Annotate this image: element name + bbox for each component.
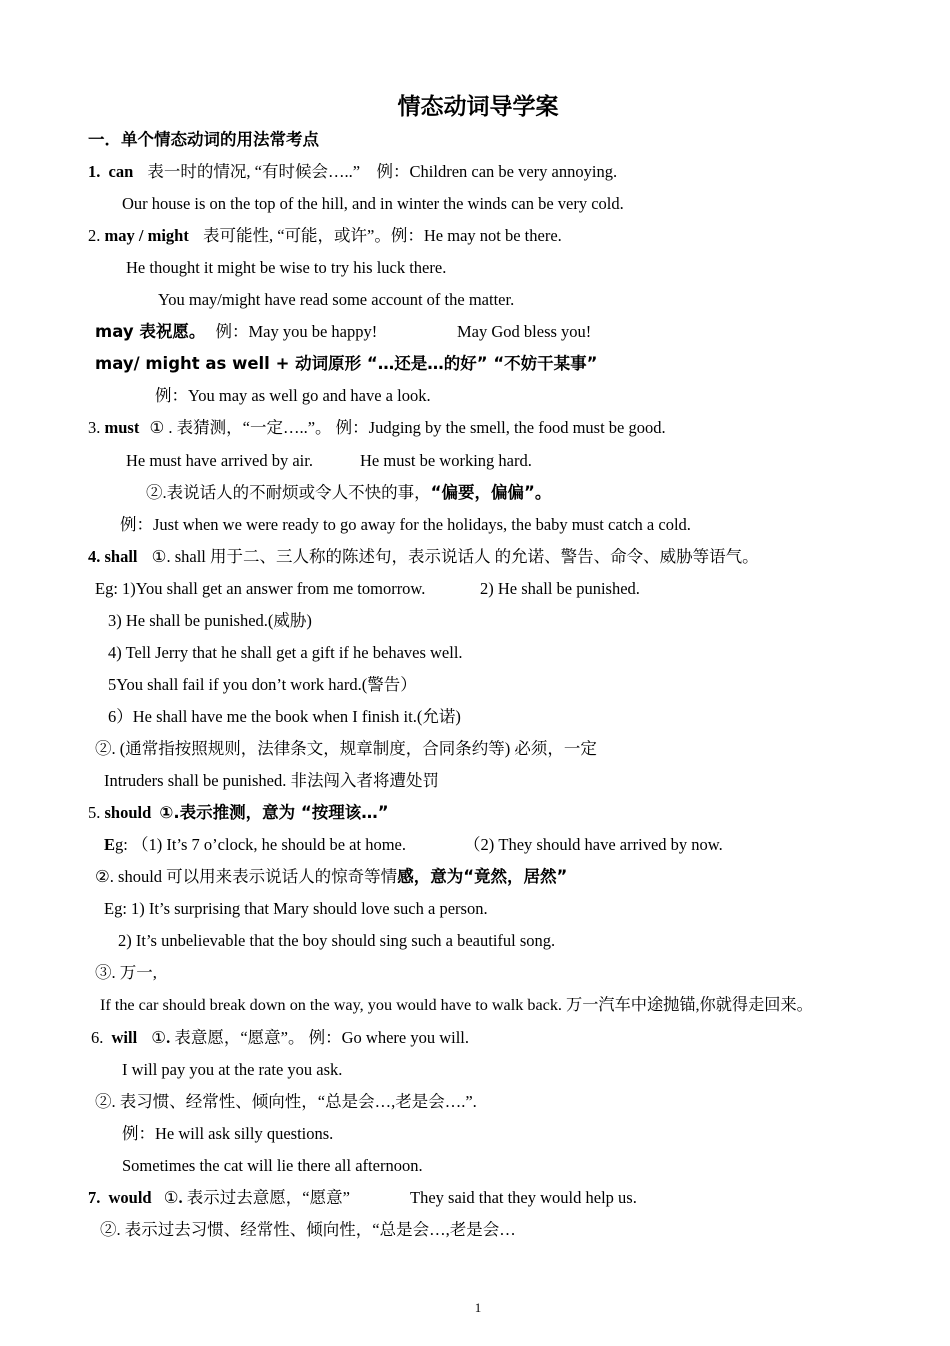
may-number: 2.	[88, 226, 101, 245]
would-word: would	[108, 1188, 152, 1207]
would-number: 7.	[88, 1188, 101, 1207]
section-heading: 一．单个情态动词的用法常考点	[88, 130, 319, 149]
shall-example-3: 3) He shall be punished.(威胁)	[108, 611, 312, 630]
should-word: should	[104, 803, 152, 822]
shall-point-2: ②. (通常指按照规则，法律条文，规章制度，合同条约等) 必须，一定	[95, 739, 597, 758]
will-point-1-marker: ①	[151, 1028, 167, 1047]
would-point-2: ②. 表示过去习惯、经常性、倾向性，“总是会…,老是会…	[100, 1220, 516, 1239]
may-wish-heading: may 表祝愿。	[95, 322, 206, 341]
should-number: 5.	[88, 803, 101, 822]
may-example-3: You may/might have read some account of the matter.	[158, 290, 515, 309]
should-heading: ①.表示推测，意为 “按理该…”	[159, 803, 389, 822]
must-desc: ① . 表猜测，“一定…..”。 例：Judging by the smell, the food must be good.	[149, 418, 666, 437]
will-example-3: 例：He will ask silly questions.	[122, 1124, 334, 1143]
would-point-1	[164, 1188, 350, 1207]
must-number: 3.	[88, 418, 101, 437]
can-line	[88, 162, 617, 182]
can-desc: 表一时的情况, “有时候会…..” 例：Children can be very annoying.	[147, 162, 618, 181]
can-example-2: Our house is on the top of the hill, and in winter the winds can be very cold.	[122, 194, 624, 213]
may-word: may / might	[104, 226, 189, 245]
shall-example-1: Eg: 1)You shall get an answer from me tomorrow.	[95, 579, 426, 598]
must-word: must	[104, 418, 140, 437]
shall-line	[88, 547, 759, 567]
should-point-2-emphasis: 感，意为“竟然，居然”	[397, 867, 568, 886]
must-point-2-text: ②.表说话人的不耐烦或令人不快的事，	[146, 483, 431, 502]
shall-point-2-example: Intruders shall be punished. 非法闯入者将遭处罚	[104, 771, 440, 790]
must-line	[88, 418, 666, 438]
can-word: can	[108, 162, 134, 181]
may-as-well-heading: may/ might as well + 动词原形 “…还是…的好” “不妨干某事”	[95, 354, 598, 373]
can-number: 1.	[88, 162, 101, 181]
would-point-1-marker: ①	[163, 1188, 179, 1207]
should-example-1	[104, 835, 406, 855]
will-point-1	[151, 1028, 469, 1047]
should-point-2	[95, 867, 567, 887]
will-line	[91, 1028, 469, 1048]
should-point-2-text: ②. should 可以用来表示说话人的惊奇等情	[95, 867, 398, 886]
would-point-1-text: 表示过去意愿，“愿意”	[182, 1188, 350, 1207]
may-wish-line	[95, 322, 377, 342]
should-point-3: ③. 万一,	[95, 963, 157, 982]
may-desc: 表可能性, “可能，或许”。例：He may not be there.	[202, 226, 562, 245]
should-point-3-example: If the car should break down on the way, you would have to walk back. 万一汽车中途抛锚,你就得走回来。	[100, 996, 813, 1014]
must-example-3: 例：Just when we were ready to go away for the holidays, the baby must catch a cold.	[120, 515, 691, 534]
would-point-1-dot: .	[178, 1188, 183, 1207]
must-example-2b: He must be working hard.	[360, 451, 532, 470]
page-number: 1	[474, 1300, 482, 1315]
must-example-2a: He must have arrived by air.	[126, 451, 313, 470]
should-line	[88, 803, 389, 823]
shall-example-6: 6）He shall have me the book when I finish it.(允诺)	[108, 707, 461, 726]
will-point-1-dot: .	[166, 1028, 171, 1047]
will-point-1-text: 表意愿，“愿意”。 例：Go where you will.	[170, 1028, 470, 1047]
will-word: will	[111, 1028, 138, 1047]
should-example-1-text: g: （1) It’s 7 o’clock, he should be at home.	[115, 835, 406, 854]
will-example-2: I will pay you at the rate you ask.	[122, 1060, 343, 1079]
should-example-label: E	[104, 835, 116, 854]
may-wish-example-2: May God bless you!	[457, 322, 592, 341]
will-point-2: ②. 表习惯、经常性、倾向性，“总是会…,老是会….”.	[95, 1092, 477, 1111]
shall-desc: ①. shall 用于二、三人称的陈述句，表示说话人 的允诺、警告、命令、威胁等语气。	[151, 547, 759, 566]
shall-number: 4.	[88, 547, 101, 566]
would-point-1-example: They said that they would help us.	[410, 1188, 637, 1207]
should-point-2-example-1: Eg: 1) It’s surprising that Mary should love such a person.	[104, 899, 488, 918]
shall-word: shall	[104, 547, 138, 566]
will-example-4: Sometimes the cat will lie there all afternoon.	[122, 1156, 423, 1175]
shall-example-4: 4) Tell Jerry that he shall get a gift if he behaves well.	[108, 643, 463, 662]
shall-example-5: 5You shall fail if you don’t work hard.(警告）	[108, 675, 417, 694]
shall-example-2: 2) He shall be punished.	[480, 579, 640, 598]
must-point-2	[146, 483, 551, 503]
should-example-2: （2) They should have arrived by now.	[464, 835, 723, 854]
would-line	[88, 1188, 350, 1208]
may-wish-example: 例：May you be happy!	[215, 322, 378, 341]
page-title: 情态动词导学案	[397, 94, 559, 120]
should-point-2-example-2: 2) It’s unbelievable that the boy should sing such a beautiful song.	[118, 931, 556, 950]
may-line	[88, 226, 562, 246]
may-example-2: He thought it might be wise to try his luck there.	[126, 258, 447, 277]
must-point-2-emphasis: “偏要，偏偏”。	[430, 483, 552, 502]
will-number: 6.	[91, 1028, 104, 1047]
may-as-well-example: 例：You may as well go and have a look.	[155, 386, 431, 405]
